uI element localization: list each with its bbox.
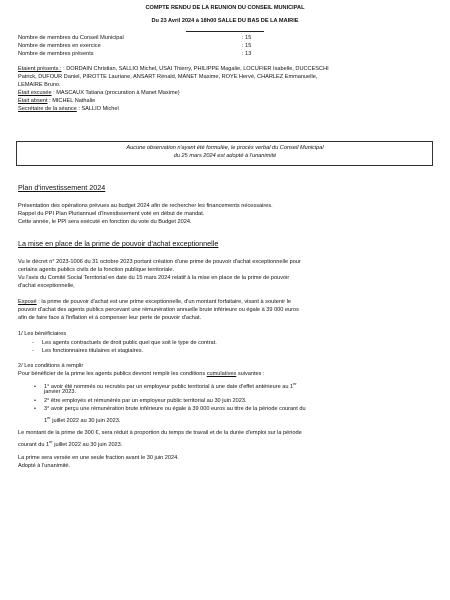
expose-label: Exposé bbox=[18, 299, 37, 305]
amount-text: courant du 1 bbox=[18, 441, 50, 448]
decree-line: Vu l'avis du Comité Social Territorial en date du 15 mars 2024 relatif à la mise en place de la prime de pouvoir bbox=[18, 275, 290, 281]
present-names: : DORDAIN Christian, SALLIO Michel, USAI Thierry, PHILIPPE Magalie, LOCUFIER Isabelle, DUCCESCHI bbox=[61, 66, 329, 72]
final-line: La prime sera versée en une seule fraction avant le 30 juin 2024. bbox=[18, 455, 179, 461]
conditions-heading: 2/ Les conditions à remplir bbox=[18, 363, 84, 369]
absent-value: : MICHEL Nathalie bbox=[47, 98, 96, 104]
bullet-icon: • bbox=[34, 398, 36, 404]
amount-text: juillet 2022 au 30 juin 2023. bbox=[52, 441, 123, 448]
condition-text: 1° avoir été nommés ou recrutés par un employeur public territorial à une date d'effet antérieure au 1 bbox=[44, 383, 294, 390]
paragraph: Présentation des opérations prévues au budget 2024 afin de rechercher les financements nécessaires. bbox=[18, 203, 273, 209]
condition-item bbox=[34, 398, 246, 405]
secretary-line bbox=[18, 106, 119, 113]
expose-line: afin de faire face à l'inflation et à compenser leur perte de pouvoir d'achat. bbox=[18, 315, 202, 321]
expose-line bbox=[18, 299, 291, 306]
count-value: : 13 bbox=[242, 51, 252, 57]
condition-item bbox=[34, 406, 306, 413]
present-line bbox=[18, 66, 329, 73]
present-names-cont: LEMAIRE Bruno. bbox=[18, 82, 61, 88]
secretary-label: Secrétaire de la séance bbox=[18, 106, 77, 112]
beneficiaries-heading: 1/ Les bénéficiaires bbox=[18, 331, 67, 337]
condition-text: juillet 2022 au 30 juin 2023. bbox=[50, 417, 121, 424]
count-value: : 15 bbox=[242, 43, 252, 49]
notice-line: du 25 mars 2024 est adopté à l'unanimité bbox=[173, 153, 277, 159]
condition-text: 2° être employés et rémunérés par un employeur public territorial au 30 juin 2023. bbox=[44, 398, 247, 404]
condition-text: 1 bbox=[44, 417, 48, 424]
count-label: Nombre de membres du Conseil Municipal bbox=[18, 35, 124, 41]
amount-line: Le montant de la prime de 300 €, sera réduit à proportion du temps de travail et de la durée d'emploi sur la période bbox=[18, 430, 302, 436]
bullet-icon: • bbox=[34, 383, 36, 390]
adoption-line: Adopté à l'unanimité. bbox=[18, 463, 71, 469]
bullet-icon: - bbox=[32, 348, 34, 354]
absent-label: Était absent bbox=[18, 98, 48, 104]
condition-text-cont: janvier 2023. bbox=[44, 389, 77, 395]
beneficiary-item bbox=[32, 340, 217, 347]
superscript: er bbox=[49, 439, 53, 444]
present-names-cont: Patrick, DUFOUR Daniel, PIROTTE Lauriane, ANSART Rénald, MANET Maxime, ROYE Hervé, CHARLEZ Emmanuelle, bbox=[18, 74, 318, 80]
amount-line bbox=[18, 438, 122, 449]
excused-value: : MASCAUX Tatiana (procuration à Manet Maxime) bbox=[51, 90, 180, 96]
conditions-intro-text: suivantes : bbox=[236, 371, 265, 377]
decree-line: d'achat exceptionnelle, bbox=[18, 283, 75, 289]
secretary-value: : SALLIO Michel bbox=[76, 106, 119, 112]
section-heading-investment: Plan d'investissement 2024 bbox=[18, 183, 106, 192]
count-value: : 15 bbox=[242, 35, 252, 41]
present-label: Etaient présents : bbox=[18, 66, 62, 72]
section-heading-prime: La mise en place de la prime de pouvoir d'achat exceptionnelle bbox=[18, 239, 219, 248]
count-label: Nombre de membres présents bbox=[18, 51, 94, 57]
expose-line: pouvoir d'achat des agents publics percevant une rémunération annuelle brute inférieure ou égale à 39 000 euros bbox=[18, 307, 299, 313]
document-title: COMPTE RENDU DE LA REUNION DU CONSEIL MUNICIPAL bbox=[145, 5, 305, 11]
paragraph: Cette année, le PPI sera exécuté en fonction du vote du Budget 2024. bbox=[18, 219, 192, 225]
notice-line: Aucune observation n'ayant été formulée, le procès verbal du Conseil Municipal bbox=[126, 145, 324, 151]
decree-line: certains agents publics civils de la fonction publique territoriale. bbox=[18, 267, 175, 273]
paragraph: Rappel du PPI Plan Pluriannuel d'Investissement voté en début de mandat. bbox=[18, 211, 205, 217]
conditions-intro-text: Pour bénéficier de la prime les agents publics devront remplir les conditions bbox=[18, 371, 207, 377]
beneficiary-item bbox=[32, 348, 143, 355]
condition-text-cont bbox=[44, 414, 120, 425]
count-label: Nombre de membres en exercice bbox=[18, 43, 101, 49]
superscript: er bbox=[293, 381, 297, 386]
expose-text: : la prime de pouvoir d'achat est une prime exceptionnelle, d'un montant forfaitaire, visant à soutenir le bbox=[36, 299, 291, 305]
decree-line: Vu le décret n° 2023-1006 du 31 octobre 2023 portant création d'une prime de pouvoir d'achat exceptionnelle pour bbox=[18, 259, 301, 265]
excused-line bbox=[18, 90, 180, 97]
conditions-intro-emphasis: cumulatives bbox=[206, 371, 237, 377]
beneficiary-text: Les agents contractuels de droit public quel que soit le type de contrat. bbox=[42, 340, 217, 346]
document-subtitle: Du 23 Avril 2024 à 18h00 SALLE DU BAS DE LA MAIRIE bbox=[151, 18, 299, 24]
condition-text: 3° avoir perçu une rémunération brute inférieure ou égale à 39 000 euros au titre de la période courant du bbox=[44, 406, 306, 412]
bullet-icon: - bbox=[32, 340, 34, 346]
bullet-icon: • bbox=[34, 406, 36, 412]
superscript: er bbox=[47, 415, 51, 420]
header-rule bbox=[186, 31, 264, 32]
beneficiary-text: Les fonctionnaires titulaires et stagiaires. bbox=[42, 348, 144, 354]
absent-line bbox=[18, 98, 95, 105]
conditions-intro bbox=[18, 371, 265, 378]
excused-label: Était excusée bbox=[18, 90, 52, 96]
